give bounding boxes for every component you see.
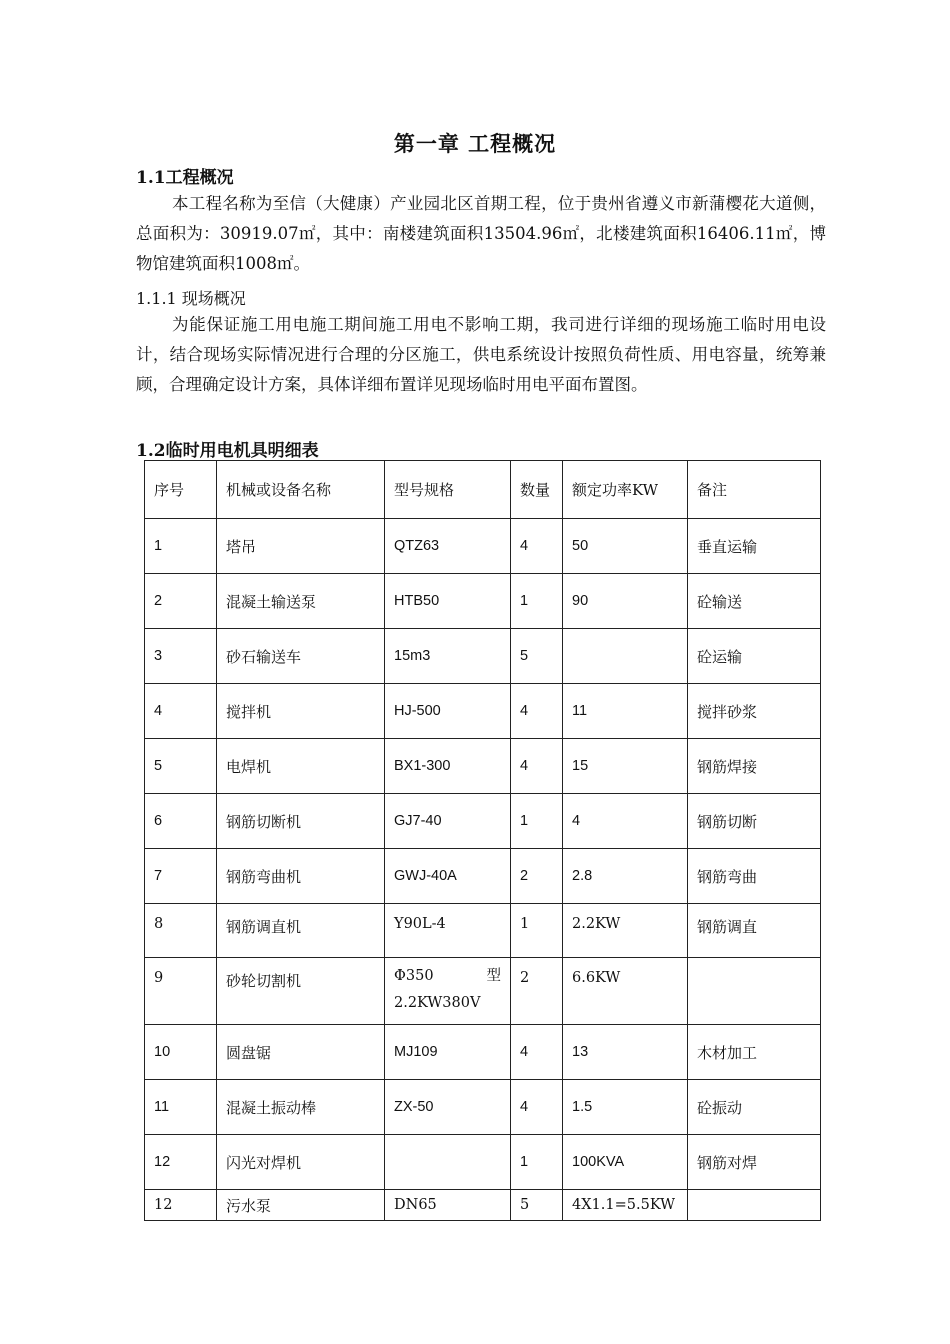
cell-remark: 垂直运输 [688, 519, 821, 574]
table-row [145, 849, 821, 904]
spec-line-1 [394, 963, 501, 990]
cell-spec: BX1-300 [385, 739, 511, 794]
cell-equipment-name: 塔吊 [217, 519, 385, 574]
cell-spec: GJ7-40 [385, 794, 511, 849]
cell-quantity: 1 [511, 1135, 563, 1190]
spec-part: 型 [486, 968, 501, 984]
cell-power: 2.2KW [563, 904, 688, 958]
header-cell: 型号规格 [385, 461, 511, 519]
cell-spec: 15m3 [385, 629, 511, 684]
cell-quantity: 2 [511, 958, 563, 1025]
cell-equipment-name: 钢筋调直机 [217, 904, 385, 958]
cell-remark: 砼振动 [688, 1080, 821, 1135]
table-row [145, 574, 821, 629]
cell-remark [688, 958, 821, 1025]
cell-equipment-name: 钢筋切断机 [217, 794, 385, 849]
table-row [145, 629, 821, 684]
cell-power: 15 [563, 739, 688, 794]
cell-power: 4 [563, 794, 688, 849]
cell-equipment-name: 闪光对焊机 [217, 1135, 385, 1190]
table-row [145, 904, 821, 958]
section-heading-1-1-1: 1.1.1 现场概况 [136, 289, 246, 308]
header-cell: 备注 [688, 461, 821, 519]
header-cell: 额定功率KW [563, 461, 688, 519]
cell-quantity: 4 [511, 519, 563, 574]
cell-quantity: 1 [511, 574, 563, 629]
header-cell: 机械或设备名称 [217, 461, 385, 519]
cell-index: 3 [145, 629, 217, 684]
cell-quantity: 4 [511, 684, 563, 739]
table-row [145, 1135, 821, 1190]
cell-spec: MJ109 [385, 1025, 511, 1080]
cell-remark: 钢筋弯曲 [688, 849, 821, 904]
cell-remark: 木材加工 [688, 1025, 821, 1080]
table-header-row [145, 461, 821, 519]
cell-index: 12 [145, 1135, 217, 1190]
cell-equipment-name: 圆盘锯 [217, 1025, 385, 1080]
cell-spec [385, 958, 511, 1025]
table-row [145, 1080, 821, 1135]
cell-spec: HTB50 [385, 574, 511, 629]
cell-power: 100KVA [563, 1135, 688, 1190]
cell-spec [385, 1135, 511, 1190]
cell-remark [688, 1190, 821, 1221]
site-overview-paragraph: 为能保证施工用电施工期间施工用电不影响工期，我司进行详细的现场施工临时用电设计，结合现场实际情况进行合理的分区施工，供电系统设计按照负荷性质、用电容量，统筹兼顾，合理确定设计方案，具体详细布置详见现场临时用电平面布置图。 [136, 315, 826, 394]
cell-equipment-name: 砂轮切割机 [217, 958, 385, 1025]
spec-line-2: 2.2KW380V [394, 995, 481, 1011]
cell-index: 11 [145, 1080, 217, 1135]
cell-equipment-name: 混凝土输送泵 [217, 574, 385, 629]
cell-power: 2.8 [563, 849, 688, 904]
cell-remark: 搅拌砂浆 [688, 684, 821, 739]
cell-index: 8 [145, 904, 217, 958]
cell-remark: 钢筋对焊 [688, 1135, 821, 1190]
cell-index: 4 [145, 684, 217, 739]
cell-remark: 钢筋调直 [688, 904, 821, 958]
cell-quantity: 4 [511, 739, 563, 794]
cell-power: 90 [563, 574, 688, 629]
cell-index: 5 [145, 739, 217, 794]
cell-equipment-name: 钢筋弯曲机 [217, 849, 385, 904]
cell-index: 6 [145, 794, 217, 849]
cell-index: 10 [145, 1025, 217, 1080]
cell-remark: 钢筋切断 [688, 794, 821, 849]
cell-power: 6.6KW [563, 958, 688, 1025]
cell-quantity: 1 [511, 904, 563, 958]
table-row [145, 739, 821, 794]
table-row [145, 1190, 821, 1221]
table-row [145, 684, 821, 739]
cell-power: 4X1.1=5.5KW [563, 1190, 688, 1221]
cell-index: 1 [145, 519, 217, 574]
cell-index: 7 [145, 849, 217, 904]
cell-index: 12 [145, 1190, 217, 1221]
cell-spec: HJ-500 [385, 684, 511, 739]
cell-power: 50 [563, 519, 688, 574]
cell-quantity: 5 [511, 629, 563, 684]
cell-spec: GWJ-40A [385, 849, 511, 904]
header-cell: 序号 [145, 461, 217, 519]
table-row [145, 1025, 821, 1080]
equipment-table [144, 460, 821, 1221]
cell-power: 13 [563, 1025, 688, 1080]
table-row [145, 519, 821, 574]
cell-remark: 钢筋焊接 [688, 739, 821, 794]
cell-equipment-name: 电焊机 [217, 739, 385, 794]
cell-quantity: 1 [511, 794, 563, 849]
cell-remark: 砼输送 [688, 574, 821, 629]
cell-equipment-name: 搅拌机 [217, 684, 385, 739]
cell-remark: 砼运输 [688, 629, 821, 684]
project-overview-paragraph: 本工程名称为至信（大健康）产业园北区首期工程，位于贵州省遵义市新蒲樱花大道侧，总面积为：30919.07㎡，其中：南楼建筑面积13504.96㎡，北楼建筑面积16406.11㎡，博物馆建筑面积1008㎡。 [136, 194, 826, 273]
cell-spec: DN65 [385, 1190, 511, 1221]
section-heading-1-2: 1.2临时用电机具明细表 [136, 441, 319, 461]
cell-power: 1.5 [563, 1080, 688, 1135]
section-heading-1-1: 1.1工程概况 [136, 168, 234, 188]
cell-spec: QTZ63 [385, 519, 511, 574]
cell-equipment-name: 污水泵 [217, 1190, 385, 1221]
cell-equipment-name: 混凝土振动棒 [217, 1080, 385, 1135]
cell-quantity: 2 [511, 849, 563, 904]
table-row [145, 958, 821, 1025]
cell-quantity: 5 [511, 1190, 563, 1221]
cell-index: 9 [145, 958, 217, 1025]
cell-power [563, 629, 688, 684]
header-cell: 数量 [511, 461, 563, 519]
cell-index: 2 [145, 574, 217, 629]
table-row [145, 794, 821, 849]
cell-equipment-name: 砂石输送车 [217, 629, 385, 684]
cell-spec: Y90L-4 [385, 904, 511, 958]
cell-quantity: 4 [511, 1080, 563, 1135]
cell-power: 11 [563, 684, 688, 739]
cell-quantity: 4 [511, 1025, 563, 1080]
cell-spec: ZX-50 [385, 1080, 511, 1135]
chapter-title: 第一章 工程概况 [393, 131, 557, 156]
spec-part: Φ350 [394, 968, 434, 984]
